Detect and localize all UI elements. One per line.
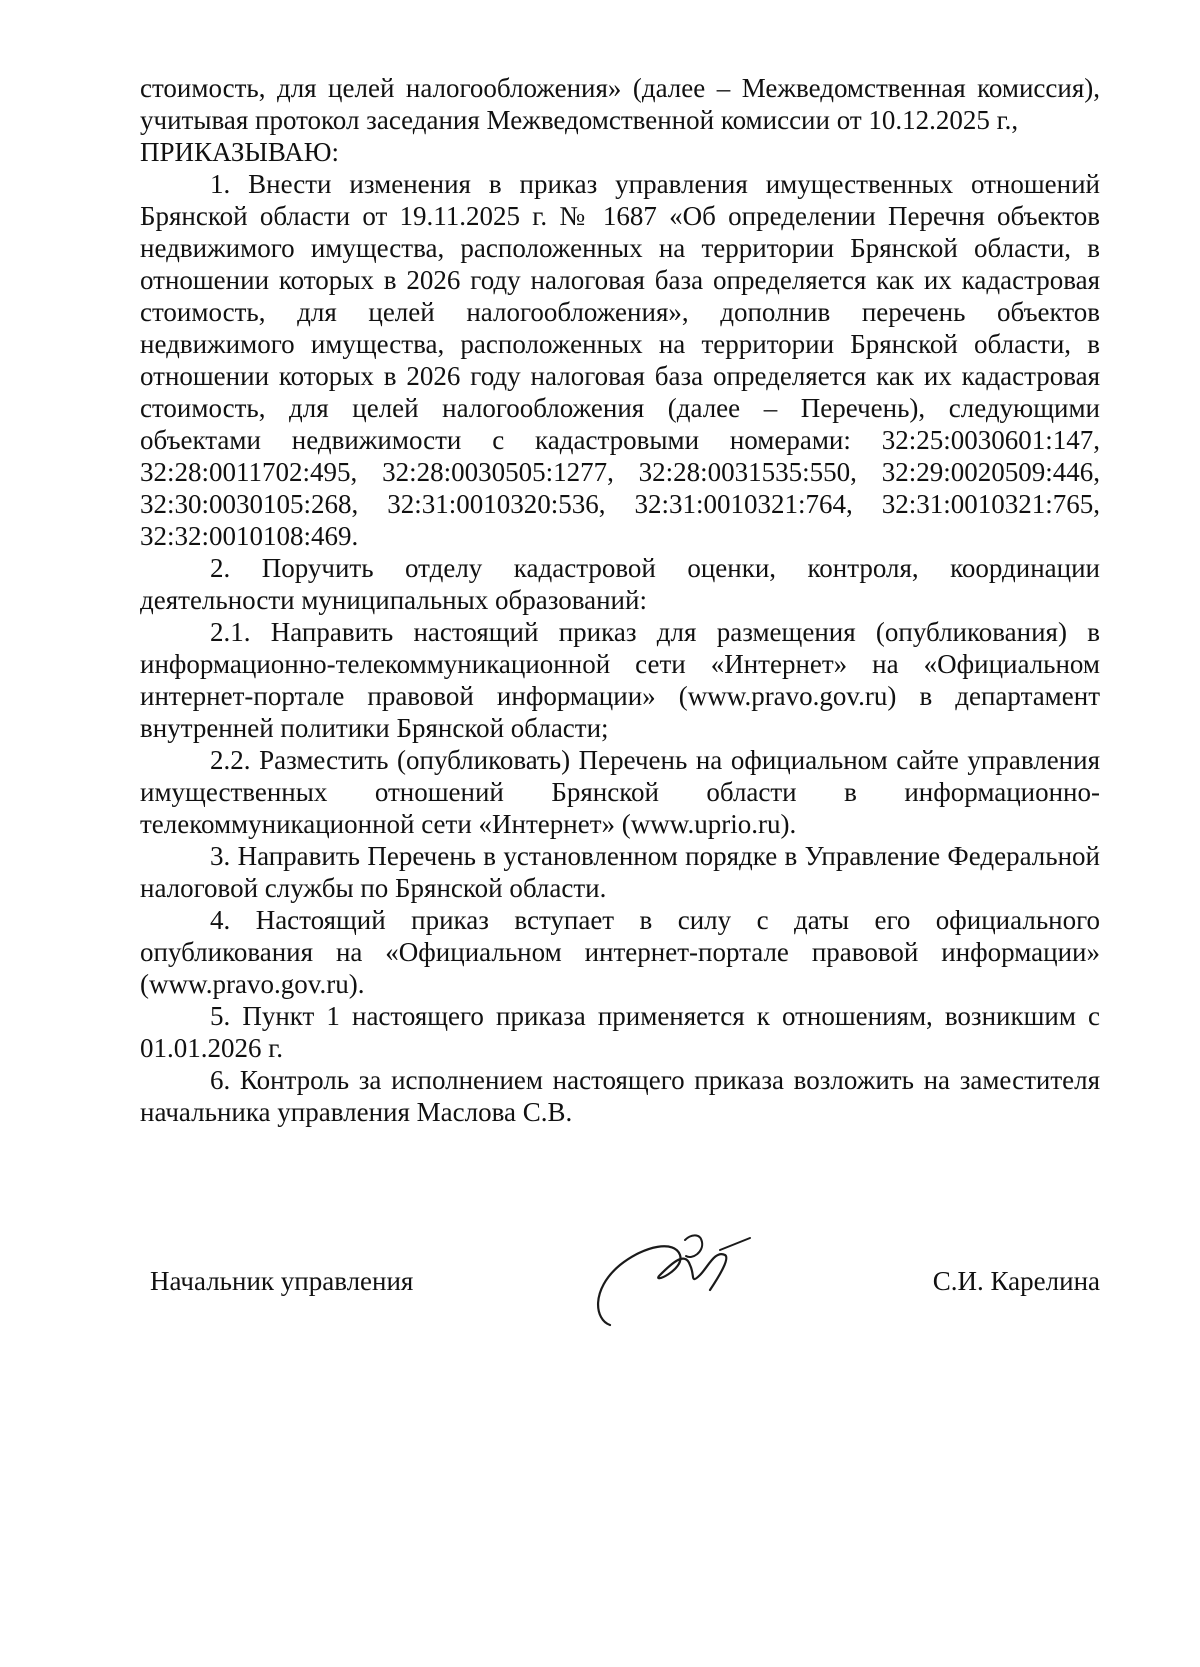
order-word: ПРИКАЗЫВАЮ:	[140, 137, 339, 167]
item-3-paragraph: 3. Направить Перечень в установленном порядке в Управление Федеральной налоговой службы по Брянской области.	[140, 841, 1100, 903]
signatory-name: С.И. Карелина	[932, 1266, 1100, 1296]
item-2-paragraph: 2. Поручить отделу кадастровой оценки, контроля, координации деятельности муниципальных образований:	[140, 553, 1100, 615]
item-6-paragraph: 6. Контроль за исполнением настоящего приказа возложить на заместителя начальника управления Маслова С.В.	[140, 1065, 1100, 1127]
item-4-paragraph: 4. Настоящий приказ вступает в силу с даты его официального опубликования на «Официальном интернет-портале правовой информации» (www.pravo.gov.ru).	[140, 905, 1100, 999]
intro-paragraph: стоимость, для целей налогообложения» (далее – Межведомственная комиссия), учитывая протокол заседания Межведомственной комиссии от 10.12.2025 г.,	[140, 73, 1100, 135]
item-2-1-paragraph: 2.1. Направить настоящий приказ для размещения (опубликования) в информационно-телекоммуникационной сети «Интернет» на «Официальном интернет-портале правовой информации» (www.pravo.gov.ru) в департамент внутренней политики Брянской области;	[140, 617, 1100, 743]
signatory-role: Начальник управления	[150, 1266, 414, 1296]
item-2-2-paragraph: 2.2. Разместить (опубликовать) Перечень на официальном сайте управления имущественных отношений Брянской области в информационно-телекоммуникационной сети «Интернет» (www.uprio.ru).	[140, 745, 1100, 839]
item-1-paragraph: 1. Внести изменения в приказ управления имущественных отношений Брянской области от 19.11.2025 г. № 1687 «Об определении Перечня объектов недвижимого имущества, расположенных на территории Брянской области, в отношении которых в 2026 году налоговая база определяется как их кадастровая стоимость, для целей налогообложения», дополнив перечень объектов недвижимого имущества, расположенных на территории Брянской области, в отношении которых в 2026 году налоговая база определяется как их кадастровая стоимость, для целей налогообложения (далее – Перечень), следующими объектами недвижимости с кадастровыми номерами: 32:25:0030601:147, 32:28:0011702:495, 32:28:0030505:1277, 32:28:0031535:550, 32:29:0020509:446, 32:30:0030105:268, 32:31:0010320:536, 32:31:0010321:764, 32:31:0010321:765, 32:32:0010108:469.	[140, 169, 1100, 551]
handwritten-signature	[590, 1220, 770, 1340]
item-5-paragraph: 5. Пункт 1 настоящего приказа применяется к отношениям, возникшим с 01.01.2026 г.	[140, 1001, 1100, 1063]
signature-block	[150, 1265, 1100, 1355]
document-body	[140, 72, 1100, 1128]
